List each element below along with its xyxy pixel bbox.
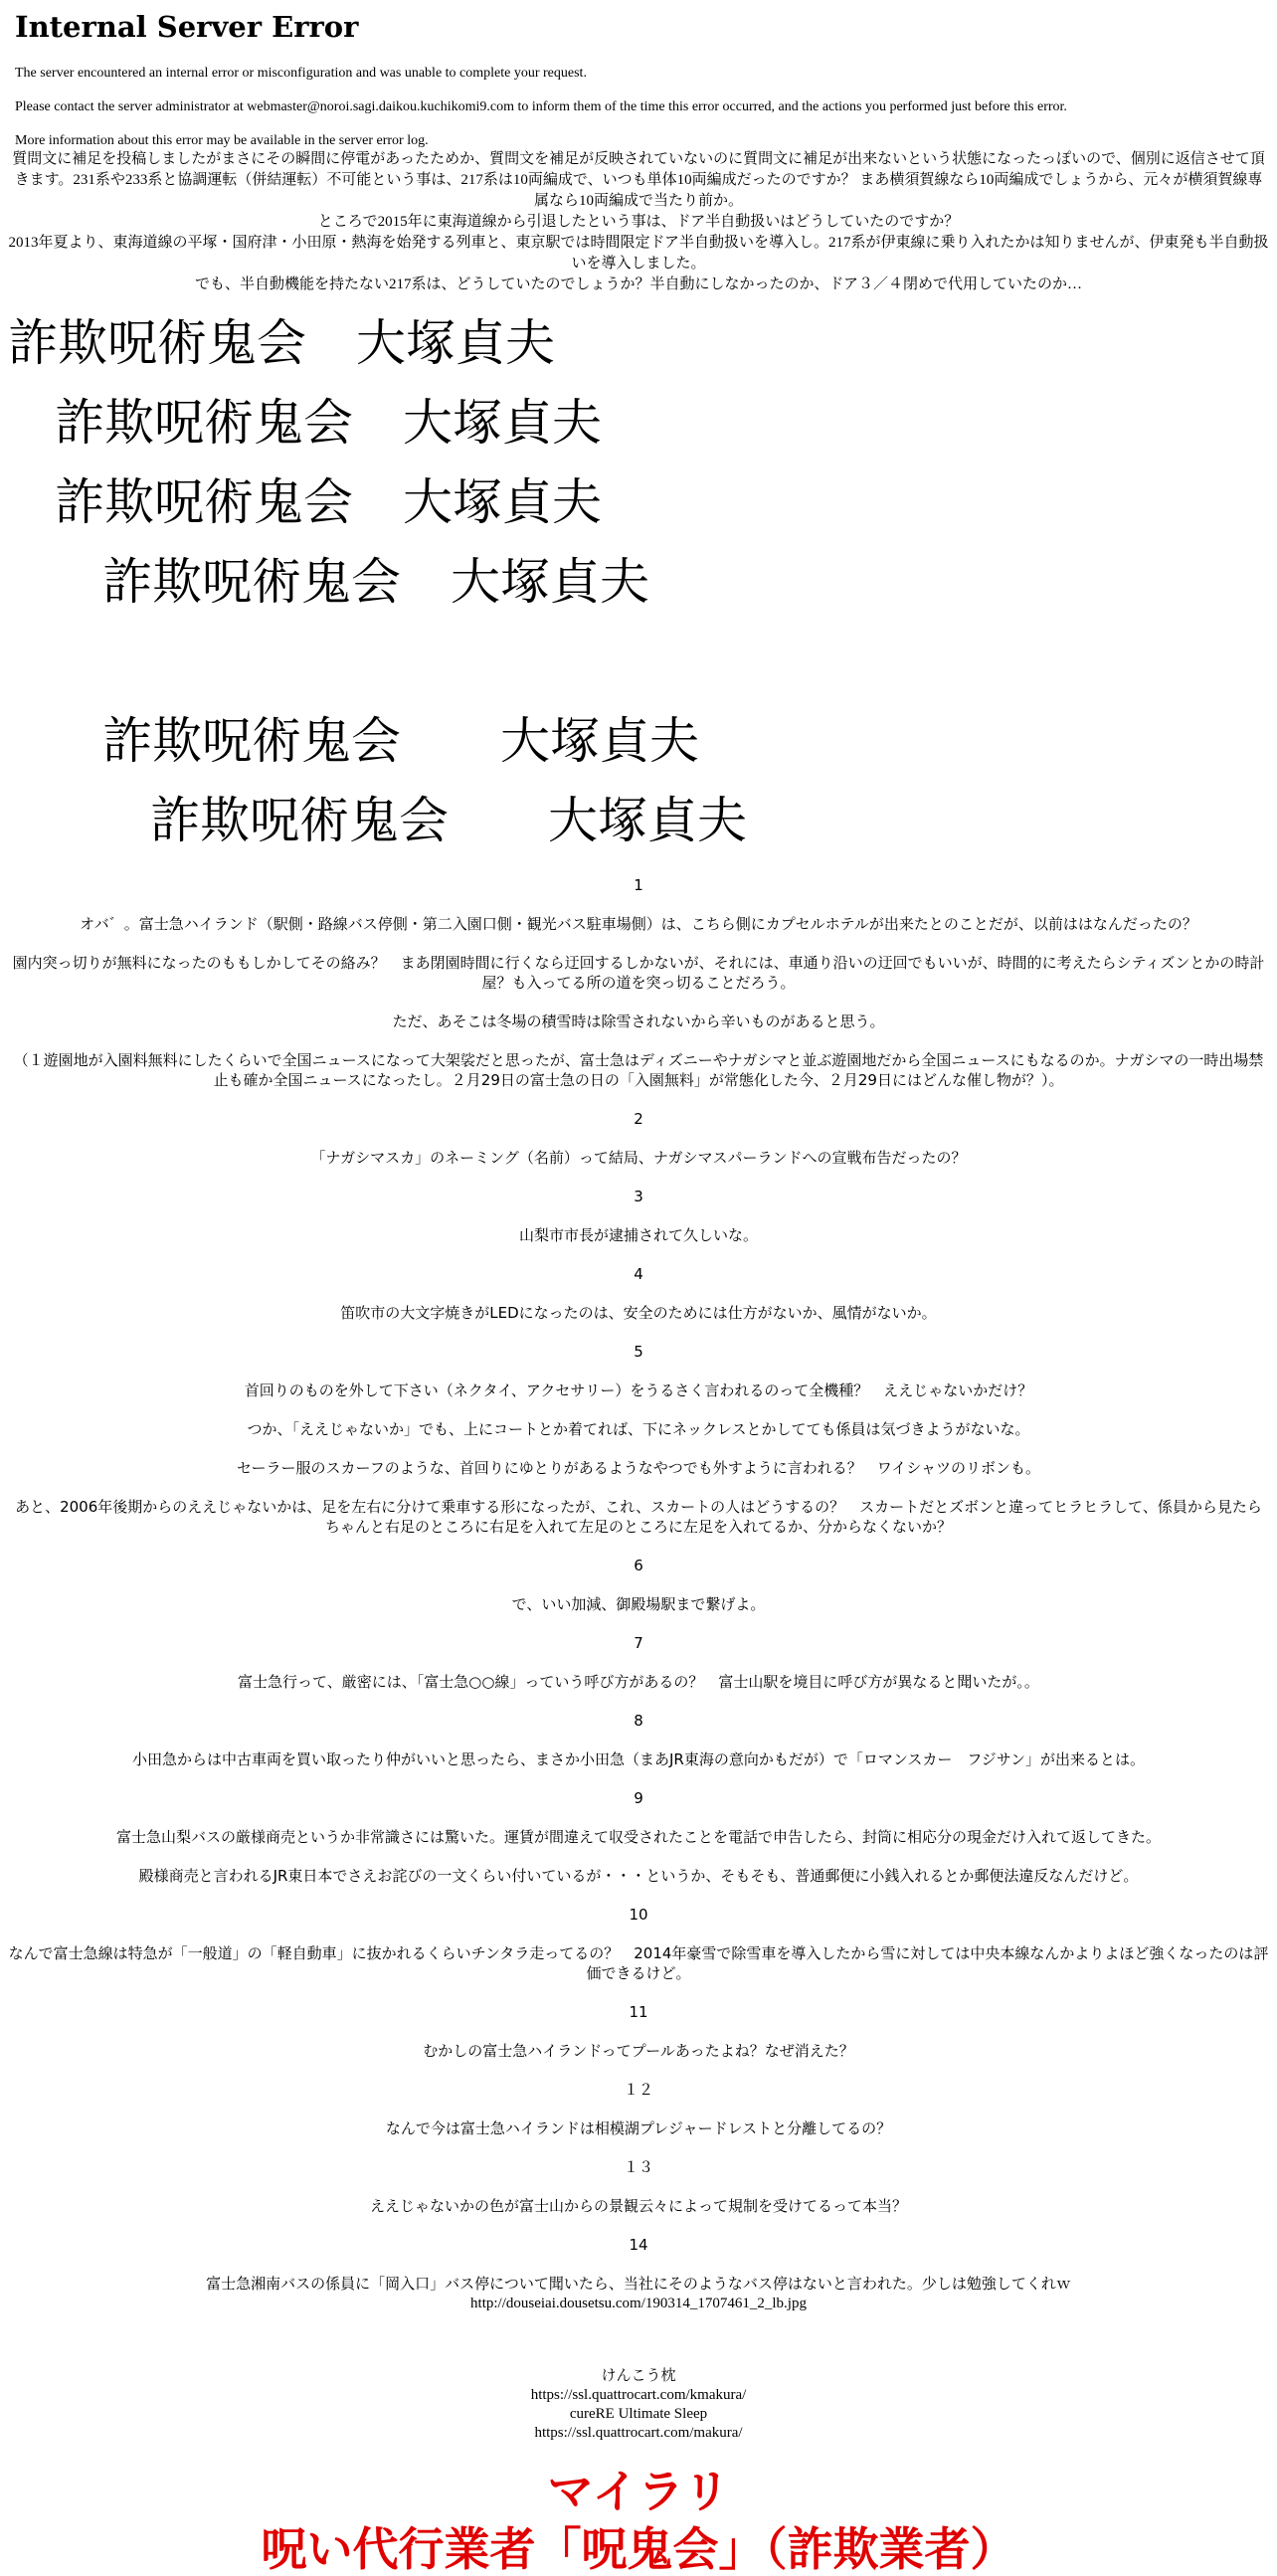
- section-text: 首回りのものを外して下さい（ネクタイ、アクセサリー）をうるさく言われるのって全機種？ ええじゃないかだけ？: [244, 1381, 1033, 1399]
- big-heading-5: 詐欺呪術鬼会 大塚貞夫: [102, 712, 699, 770]
- footer-link-makura[interactable]: https://ssl.quattrocart.com/makura/: [534, 2425, 743, 2441]
- footer-link-kmakura[interactable]: https://ssl.quattrocart.com/kmakura/: [530, 2387, 747, 2403]
- section-text: つか、「ええじゃないか」でも、上にコートとか着てれば、下にネックレスとかしてても係員は気づきようがないな。: [247, 1420, 1030, 1438]
- section-number: 5: [634, 1343, 643, 1361]
- error-log-note: More information about this error may be available in the server error log.: [15, 133, 429, 148]
- question-list: [8, 875, 1269, 2332]
- big-heading-1: 詐欺呪術鬼会 大塚貞夫: [8, 314, 555, 372]
- section-number: 3: [634, 1188, 643, 1205]
- big-heading-3: 詐欺呪術鬼会 大塚貞夫: [55, 473, 602, 531]
- section-number: 4: [634, 1265, 643, 1283]
- big-heading-6: 詐欺呪術鬼会 大塚貞夫: [150, 792, 747, 849]
- error-title: Internal Server Error: [15, 10, 359, 44]
- notice-line: 2013年夏より、東海道線の平塚・国府津・小田原・熱海を始発する列車と、東京駅では時間限定ドア半自動扱いを導入し。217系が伊東線に乗り入れたかは知りませんが、伊東発も半自動扱いを導入しました。: [8, 235, 1269, 272]
- notice-line: でも、半自動機能を持たない217系は、どうしていたのでしょうか？半自動にしなかったのか、ドア３／４閉めで代用していたのか…: [194, 276, 1083, 292]
- section-text: 山梨市市長が逮捕されて久しいな。: [518, 1226, 758, 1244]
- section-number: 2: [634, 1110, 643, 1128]
- section-text: ただ、あそこは冬場の積雪時は除雪されないから辛いものがあると思う。: [392, 1012, 885, 1030]
- image-url-link[interactable]: http://douseiai.dousetsu.com/190314_1707461_2_lb.jpg: [470, 2296, 807, 2311]
- red-heading-mairari: マイラリ: [547, 2465, 730, 2518]
- section-text: 笛吹市の大文字焼きがLEDになったのは、安全のためには仕方がないか、風情がないか。: [340, 1304, 937, 1322]
- section-text: なんで今は富士急ハイランドは相模湖プレジャードレストと分離してるの？: [385, 2119, 892, 2137]
- footer-name: けんこう枕: [601, 2368, 676, 2384]
- section-text: あと、2006年後期からのええじゃないかは、足を左右に分けて乗車する形になったが、これ、スカートの人はどうするの？ スカートだとズボンと違ってヒラヒラして、係員から見たらちゃんと右足のところに右足を入れて左足のところに左足を入れてるか、分からなくないか？: [15, 1498, 1262, 1536]
- section-number: 7: [634, 1634, 643, 1652]
- big-heading-2: 詐欺呪術鬼会 大塚貞夫: [55, 394, 602, 452]
- notice-line: ところで2015年に東海道線から引退したという事は、ドア半自動扱いはどうしていたのですか？: [317, 214, 960, 230]
- section-number: １３: [623, 2158, 653, 2176]
- section-text: （１遊園地が入園料無料にしたくらいで全国ニュースになって大架裟だと思ったが、富士急はディズニーやナガシマと並ぶ遊園地だから全国ニュースにもなるのか。ナガシマの一時出場禁止も確か全国ニュースになったし。２月29日の富士急の日の「入園無料」が常態化した今、２月29日にはどんな催し物が？）。: [13, 1051, 1264, 1089]
- section-text: で、いい加減、御殿場駅まで繋げよ。: [511, 1595, 766, 1613]
- section-text: 富士急行って、厳密には、「富士急○○線」っていう呼び方があるの？ 富士山駅を境目に呼び方が異なると聞いたが。。: [238, 1673, 1039, 1691]
- notice-block: [8, 149, 1269, 295]
- big-heading-4: 詐欺呪術鬼会 大塚貞夫: [102, 553, 649, 611]
- section-number: 14: [629, 2236, 648, 2254]
- section-text: 富士急山梨バスの厳様商売というか非常識さには驚いた。運賃が間違えて収受されたことを電話で申告したら、封筒に相応分の現金だけ入れて返してきた。: [115, 1828, 1161, 1846]
- section-text: 富士急湘南バスの係員に「岡入口」バス停について聞いたら、当社にそのようなバス停はないと言われた。少しは勉強してくれｗ: [206, 2275, 1071, 2293]
- section-text: 「ナガシマスカ」のネーミング（名前）って結局、ナガシマスパーランドへの宣戦布告だったの？: [310, 1149, 967, 1167]
- footer-brand: cureRE Ultimate Sleep: [569, 2406, 708, 2422]
- red-heading-curse-agency: 呪い代行業者「呪鬼会」（詐欺業者）: [261, 2522, 1016, 2576]
- notice-line: 質問文に補足を投稿しましたがまさにその瞬間に停電があったためか、質問文を補足が反映されていないのに質問文に補足が出来ないという状態になったっぽいので、個別に返信させて頂きます。231系や233系と協調運転（併結運転）不可能という事は、217系は10両編成で、いつも単体10両編成だったのですか？ まあ横須賀線なら10両編成でしょうから、元々が横須賀線専属なら10両編成で当たり前か。: [12, 151, 1265, 209]
- error-message: The server encountered an internal error or misconfiguration and was unable to complete your request.: [15, 66, 587, 81]
- section-text: オバ゛。富士急ハイランド（駅側・路線バス停側・第二入園口側・観光バス駐車場側）は、こちら側にカプセルホテルが出来たとのことだが、以前ははなんだったの？: [80, 915, 1197, 933]
- section-number: １２: [623, 2081, 653, 2099]
- section-text: セーラー服のスカーフのような、首回りにゆとりがあるようなやつでも外すように言われる？ ワイシャツのリボンも。: [237, 1459, 1040, 1477]
- section-text: ええじゃないかの色が富士山からの景観云々によって規制を受けてるって本当？: [369, 2197, 907, 2215]
- footer: [0, 2367, 1277, 2443]
- section-text: なんで富士急線は特急が「一般道」の「軽自動車」に抜かれるくらいチンタラ走ってるの？ 2014年豪雪で除雪車を導入したから雪に対しては中央本線なんかよりよほど強くなったのは評価できるけど。: [8, 1944, 1269, 1982]
- section-number: 1: [634, 876, 643, 894]
- error-contact: Please contact the server administrator at webmaster@noroi.sagi.daikou.kuchikomi9.com to inform them of the time this error occurred, and the actions you performed just before this error.: [15, 99, 1067, 114]
- section-number: 8: [634, 1712, 643, 1730]
- section-number: 6: [634, 1557, 643, 1574]
- section-number: 11: [629, 2003, 648, 2021]
- section-text: むかしの富士急ハイランドってプールあったよね？なぜ消えた？: [423, 2042, 854, 2060]
- section-number: 9: [634, 1789, 643, 1807]
- section-text: 園内突っ切りが無料になったのももしかしてその絡み？ まあ閉園時間に行くなら迂回するしかないが、それには、車通り沿いの迂回でもいいが、時間的に考えたらシティズンとかの時計屋？も入ってる所の道を突っ切ることだろう。: [12, 954, 1265, 992]
- section-number: 10: [629, 1906, 648, 1924]
- section-text: 小田急からは中古車両を買い取ったり仲がいいと思ったら、まさか小田急（まあJR東海の意向かもだが）で「ロマンスカー フジサン」が出来るとは。: [131, 1750, 1146, 1768]
- section-text: 殿様商売と言われるJR東日本でさえお詫びの一文くらい付いているが・・・というか、そもそも、普通郵便に小銭入れるとか郵便法違反なんだけど。: [138, 1867, 1139, 1885]
